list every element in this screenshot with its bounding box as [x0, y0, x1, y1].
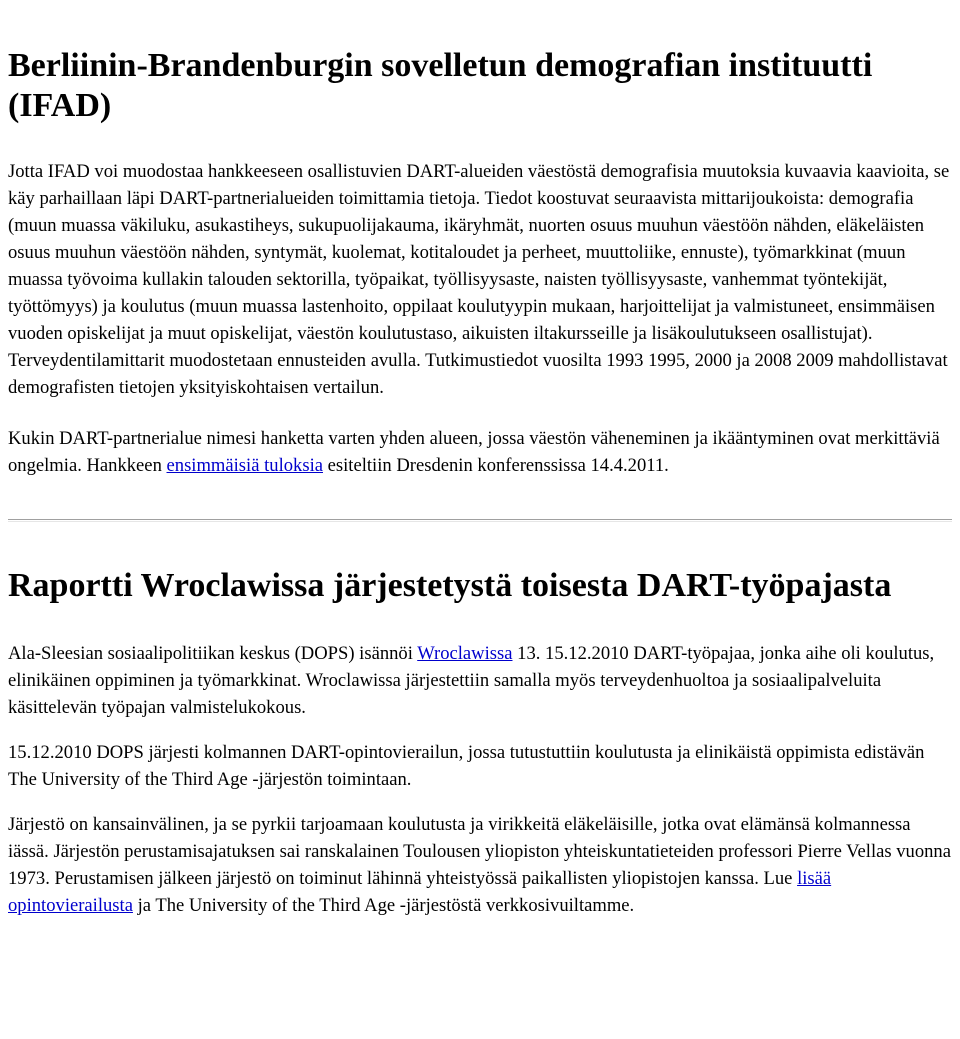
paragraph-ifad-data: Jotta IFAD voi muodostaa hankkeeseen osallistuvien DART-alueiden väestöstä demografisia muutoksia kuvaavia kaavioita, se käy parhaillaan läpi DART-partnerialueiden toimittamia tietoja. Tiedot koostuvat seuraavista mittarijoukoista: demografia (muun muassa väkiluku, asukastiheys, sukupuolijakauma, ikäryhmät, nuorten osuus muuhun väestöön nähden, eläkeläisten osuus muuhun väestöön nähden, syntymät, kuolemat, kotitaloudet ja perheet, muuttoliike, ennuste), työmarkkinat (muun muassa työvoima kullakin talouden sektorilla, työpaikat, työllisyysaste, naisten työllisyysaste, vanhemmat työntekijät, työttömyys) ja koulutus (muun muassa lastenhoito, oppilaat koulutyypin mukaan, harjoittelijat ja valmistuneet, ensimmäisen vuoden opiskelijat ja muut opiskelijat, väestön koulutustaso, aikuisten iltakursseille ja lisäkoulutukseen osallistujat). Terveydentilamittarit muodostetaan ennusteiden avulla. Tutkimustiedot vuosilta 1993 1995, 2000 ja 2008 2009 mahdollistavat demografisten tietojen yksityiskohtaisen vertailun. [8, 161, 950, 398]
wroclaw-link[interactable]: Wroclawissa [417, 643, 513, 664]
section-title-ifad: Berliinin-Brandenburgin sovelletun demografian instituutti (IFAD) [8, 47, 873, 124]
section-title-wroclaw-report: Raportti Wroclawissa järjestetystä toisesta DART-työpajasta [8, 567, 892, 604]
paragraph-text: ja The University of the Third Age -järjestöstä verkkosivuiltamme. [132, 895, 635, 916]
paragraph-text: esiteltiin Dresdenin konferenssissa 14.4.2011. [323, 455, 669, 476]
paragraph-dart-regions [8, 425, 952, 479]
paragraph-text: Kukin DART-partnerialue nimesi hanketta varten yhden alueen, jossa väestön väheneminen ja ikääntyminen ovat merkittäviä ongelmia. Hankkeen [8, 428, 940, 476]
paragraph-university-third-age [8, 811, 952, 919]
paragraph-text: Ala-Sleesian sosiaalipolitiikan keskus (DOPS) isännöi [8, 643, 418, 664]
study-visit-link[interactable]: lisää opintovierailusta [8, 868, 832, 916]
paragraph-text: 13. 15.12.2010 DART-työpajaa, jonka aihe oli koulutus, elinikäinen oppiminen ja työmarkkinat. Wroclawissa järjestettiin samalla myös terveydenhuoltoa ja sosiaalipalveluita käsittelevän työpajan valmistelukokous. [8, 643, 935, 718]
paragraph-study-visit: 15.12.2010 DOPS järjesti kolmannen DART-opintovierailun, jossa tutustuttiin koulutusta ja elinikäistä oppimista edistävän The University of the Third Age -järjestön toimintaan. [8, 742, 925, 790]
paragraph-text: Järjestö on kansainvälinen, ja se pyrkii tarjoamaan koulutusta ja virikkeitä eläkeläisille, jotka ovat elämänsä kolmannessa iässä. Järjestön perustamisajatuksen sai ranskalainen Toulousen yliopiston yhteiskuntatieteiden professori Pierre Vellas vuonna 1973. Perustamisen jälkeen järjestö on toiminut lähinnä yhteistyössä paikallisten yliopistojen kanssa. Lue [8, 814, 951, 889]
first-results-link[interactable]: ensimmäisiä tuloksia [166, 455, 323, 476]
paragraph-dops-workshop [8, 640, 952, 721]
